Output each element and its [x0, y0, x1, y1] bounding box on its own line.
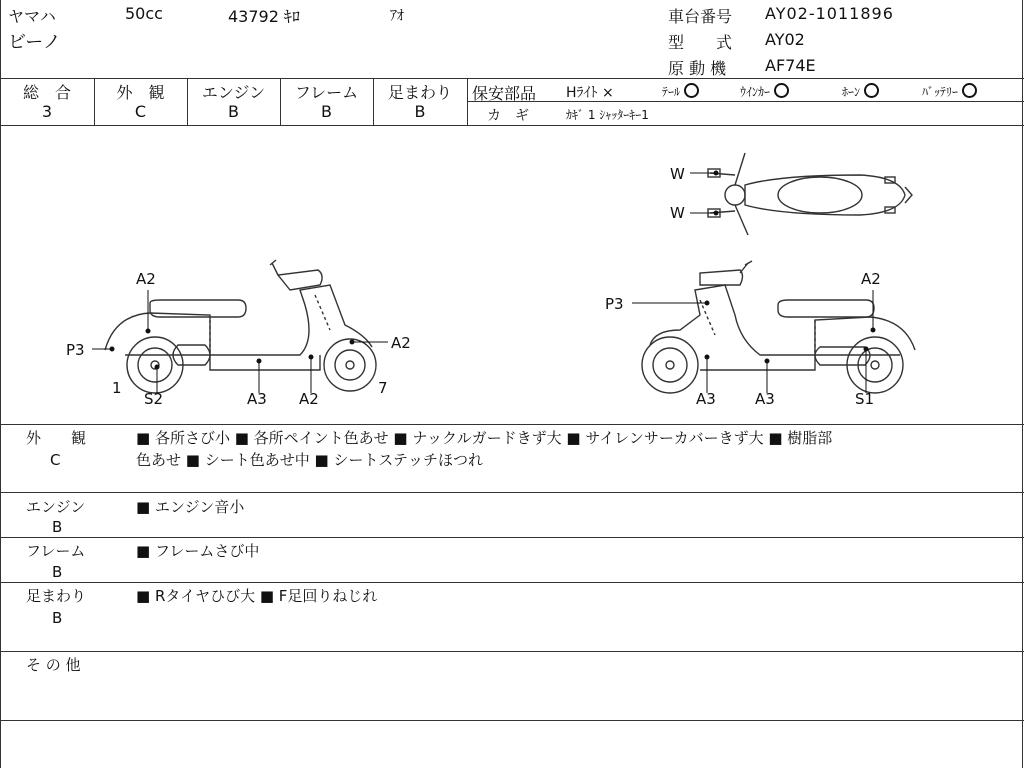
note-engine-text: ■ エンジン音小: [136, 498, 245, 516]
notes-line-4: [0, 651, 1024, 652]
note-exterior-text: ■ 各所さび小 ■ 各所ペイント色あせ ■ ナックルガードきず大 ■ サイレンサーカバーきず大 ■ 樹脂部: [136, 429, 833, 447]
tail-ok-icon: [684, 83, 699, 98]
score-engine-value: B: [228, 102, 239, 121]
note-exterior-label: 外 観: [26, 429, 87, 447]
score-engine-label: エンジン: [201, 83, 266, 102]
notes-line-1: [0, 492, 1024, 493]
diagram-label-left-7: 7: [378, 379, 388, 397]
diagram-label-right-s1: S1: [855, 390, 875, 408]
score-suspension-label: 足まわり: [387, 83, 452, 102]
displacement: 50cc: [125, 4, 163, 23]
notes-line-2: [0, 537, 1024, 538]
keys-value: ｶｷﾞ 1 ｼｬｯﾀｰｷｰ1: [566, 108, 649, 122]
notes-line-3: [0, 582, 1024, 583]
model-name: ビーノ: [8, 32, 61, 53]
maker: ヤマハ: [8, 7, 56, 26]
score-frame-value: B: [321, 102, 332, 121]
engine-value: AF74E: [765, 56, 816, 75]
diagram-label-right-a2: A2: [861, 270, 881, 288]
note-frame-text: ■ フレームさび中: [136, 542, 260, 560]
diagram-label-left-a2-top: A2: [136, 270, 156, 288]
diagram-label-left-1: 1: [112, 379, 122, 397]
diagram-label-left-a2-front: A2: [391, 334, 411, 352]
diagram-label-right-a3-mid: A3: [755, 390, 775, 408]
type-label: 型 式: [668, 33, 733, 52]
type-value: AY02: [765, 30, 805, 49]
score-exterior-label: 外 観: [116, 83, 165, 102]
note-frame-grade: B: [52, 563, 63, 581]
horn-ok-icon: [864, 83, 879, 98]
winker-ok-icon: [774, 83, 789, 98]
score-frame-label: フレーム: [294, 83, 359, 102]
score-total-value: 3: [41, 102, 53, 121]
note-suspension-grade: B: [52, 609, 63, 627]
safety-winker: ｳｲﾝｶｰ: [740, 83, 789, 100]
battery-ok-icon: [962, 83, 977, 98]
headlight-mark: ×: [601, 85, 614, 101]
note-exterior-text-2: 色あせ ■ シート色あせ中 ■ シートステッチほつれ: [136, 451, 483, 469]
score-sep-5: [467, 78, 468, 125]
notes-line-5: [0, 720, 1024, 721]
diagram-label-left-a2-bottom: A2: [299, 390, 319, 408]
diagram-label-right-a3-front: A3: [696, 390, 716, 408]
safety-battery: ﾊﾞｯﾃﾘｰ: [922, 83, 977, 100]
safety-mid-line: [467, 101, 1024, 102]
score-top-line: [0, 78, 1024, 79]
diagram-label-top-w1: W: [670, 165, 685, 183]
top-view-scooter-icon: [708, 153, 912, 235]
score-exterior-value: C: [134, 102, 147, 121]
diagram-label-right-p3: P3: [605, 295, 624, 313]
note-engine-label: エンジン: [26, 498, 86, 516]
diagram-label-left-a3: A3: [247, 390, 267, 408]
engine-label: 原 動 機: [668, 59, 727, 78]
diagram-label-top-w2: W: [670, 204, 685, 222]
frame-no: AY02-1011896: [765, 4, 894, 23]
score-suspension-value: B: [414, 102, 426, 121]
diagram-label-left-p3: P3: [66, 341, 85, 359]
safety-headlight: Hﾗｲﾄ ×: [566, 85, 614, 101]
note-exterior-grade: C: [50, 451, 61, 469]
note-frame-label: フレーム: [26, 542, 86, 560]
note-suspension-text: ■ Rタイヤひび大 ■ F足回りねじれ: [136, 587, 378, 605]
diagram-label-left-s2: S2: [144, 390, 164, 408]
safety-label: 保安部品: [472, 84, 537, 103]
mileage: 43792 ｷﾛ: [228, 7, 300, 26]
color: ｱｵ: [390, 8, 404, 24]
note-other-label: そ の 他: [26, 656, 81, 674]
frame-no-label: 車台番号: [668, 7, 733, 26]
safety-horn: ﾎｰﾝ: [842, 83, 879, 100]
notes-top-line: [0, 424, 1024, 425]
safety-tail: ﾃｰﾙ: [662, 83, 699, 100]
keys-label: カ ギ: [487, 108, 529, 124]
note-engine-grade: B: [52, 518, 63, 536]
note-suspension-label: 足まわり: [26, 587, 87, 605]
score-total-label: 総 合: [22, 83, 71, 102]
